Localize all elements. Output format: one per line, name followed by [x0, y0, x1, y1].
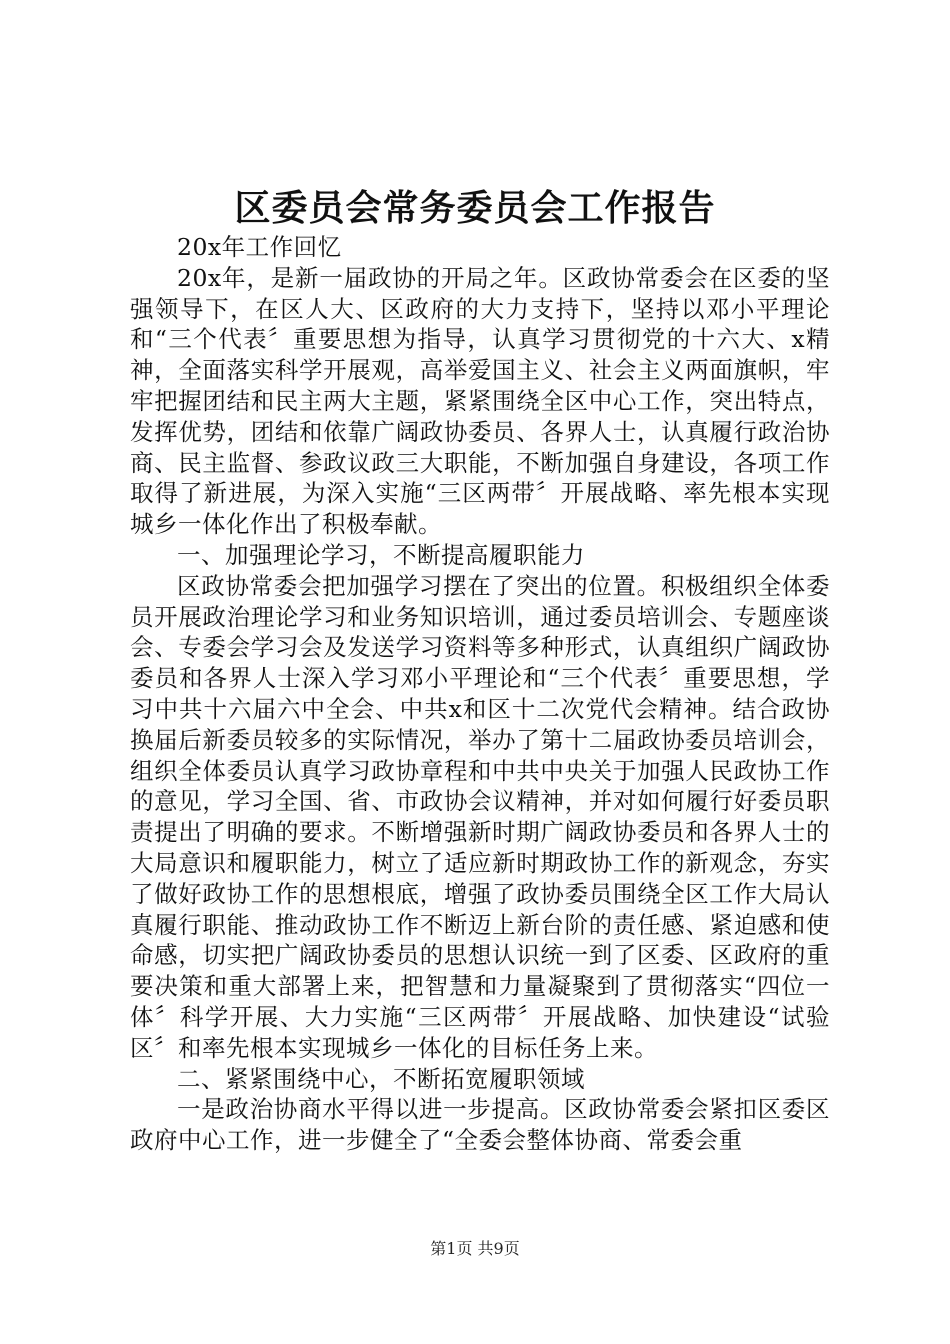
section-heading-1: 一、加强理论学习，不断提高履职能力 [177, 540, 585, 569]
document-title: 区委员会常务委员会工作报告 [234, 187, 716, 229]
paragraph-section-1: 区政协常委会把加强学习摆在了突出的位置。积极组织全体委员开展政治理论学习和业务知识培训，通过委员培训会、专题座谈会、专委会学习会及发送学习资料等多种形式，认真组织广阔政协委员和各界人士深入学习邓小平理论和“三个代表〞重要思想，学习中共十六届六中全会、中共x和区十二次党代会精神。结合政协换届后新委员较多的实际情况，举办了第十二届政协委员培训会，组织全体委员认真学习政协章程和中共中央关于加强人民政协工作的意见，学习全国、省、市政协会议精神，并对如何履行好委员职责提出了明确的要求。不断增强新时期广阔政协委员和各界人士的大局意识和履职能力，树立了适应新时期政协工作的新观念，夯实了做好政协工作的思想根底，增强了政协委员围绕全区工作大局认真履行职能、推动政协工作不断迈上新台阶的责任感、紧迫感和使命感，切实把广阔政协委员的思想认识统一到了区委、区政府的重要决策和重大部署上来，把智慧和力量凝聚到了贯彻落实“四位一体〞科学开展、大力实施“三区两带〞开展战略、加快建设“试验区〞和率先根本实现城乡一体化的目标任务上来。 [130, 571, 830, 1062]
document-body [130, 232, 830, 1156]
section-heading-2: 二、紧紧围绕中心，不断拓宽履职领域 [177, 1064, 585, 1093]
page-number: 第1页 共9页 [430, 1239, 520, 1258]
paragraph-intro: 20x年，是新一届政协的开局之年。区政协常委会在区委的坚强领导下，在区人大、区政府的大力支持下，坚持以邓小平理论和“三个代表〞重要思想为指导，认真学习贯彻党的十六大、x精神，全面落实科学开展观，高举爱国主义、社会主义两面旗帜，牢牢把握团结和民主两大主题，紧紧围绕全区中心工作，突出特点，发挥优势，团结和依靠广阔政协委员、各界人士，认真履行政治协商、民主监督、参政议政三大职能，不断加强自身建设，各项工作取得了新进展，为深入实施“三区两带〞开展战略、率先根本实现城乡一体化作出了积极奉献。 [130, 263, 830, 539]
paragraph-section-2: 一是政治协商水平得以进一步提高。区政协常委会紧扣区委区政府中心工作，进一步健全了“全委会整体协商、常委会重 [130, 1095, 830, 1155]
paragraph-review-heading: 20x年工作回忆 [177, 233, 342, 261]
